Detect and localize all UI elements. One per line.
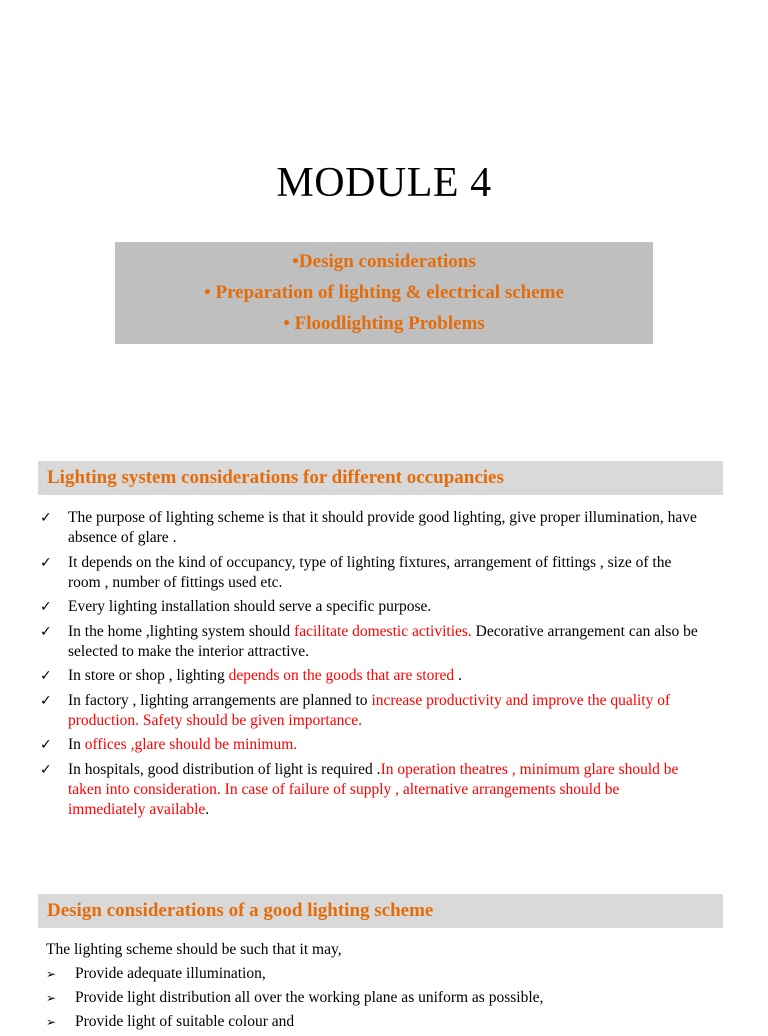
item-text-end: . — [454, 667, 462, 684]
checkmark-icon: ✓ — [40, 599, 52, 615]
item-text: In factory , lighting arrangements are planned to — [68, 691, 372, 709]
checkmark-icon: ✓ — [40, 554, 52, 571]
list-item — [46, 988, 543, 1008]
item-text: Provide light distribution all over the working plane as uniform as possible, — [75, 989, 544, 1006]
list-item — [40, 508, 700, 548]
list-item — [46, 1012, 543, 1032]
checkmark-icon: ✓ — [40, 692, 52, 709]
list-item — [46, 964, 543, 984]
item-highlight: offices ,glare should be minimum. — [84, 736, 298, 753]
topic-item: • Floodlighting Problems — [283, 313, 485, 334]
arrow-bullet-icon: ➢ — [46, 991, 57, 1005]
item-highlight: depends on the goods that are stored — [228, 667, 455, 684]
checkmark-icon: ✓ — [40, 668, 52, 684]
item-text: Provide adequate illumination, — [75, 965, 266, 982]
item-highlight: In operation theatres , minimum glare should be taken into consideration. In case of failure of supply , alternative arrangements should be immediately available — [68, 760, 679, 818]
item-text: Provide light of suitable colour and — [75, 1013, 295, 1030]
item-highlight: increase productivity and improve the quality of production. Safety should be given importance. — [68, 691, 671, 729]
design-considerations-list — [46, 964, 543, 1036]
arrow-bullet-icon: ➢ — [46, 967, 57, 981]
design-intro-text: The lighting scheme should be such that it may, — [46, 941, 342, 958]
topic-item: • Preparation of lighting & electrical scheme — [204, 282, 564, 303]
checkmark-icon: ✓ — [40, 623, 52, 640]
list-item — [40, 597, 700, 617]
topic-item: •Design considerations — [292, 251, 476, 272]
item-text-end: . — [205, 800, 210, 818]
item-text: In hospitals, good distribution of light is required . — [68, 760, 381, 778]
page-title: MODULE 4 — [276, 160, 492, 206]
item-text: In store or shop , lighting — [68, 667, 229, 684]
item-text: The purpose of lighting scheme is that it should provide good lighting, give proper illumination, have absence of glare . — [68, 509, 697, 546]
section-heading-occupancies: Lighting system considerations for different occupancies — [38, 461, 723, 495]
arrow-bullet-icon: ➢ — [46, 1015, 57, 1029]
checkmark-icon: ✓ — [40, 737, 52, 753]
item-text: In the home ,lighting system should — [68, 622, 295, 640]
checkmark-icon: ✓ — [40, 510, 52, 526]
occupancy-considerations-list — [40, 508, 700, 824]
topics-box — [115, 242, 653, 344]
section-heading-design: Design considerations of a good lighting scheme — [38, 894, 723, 928]
list-item — [40, 691, 700, 731]
list-item — [40, 760, 700, 820]
list-item — [40, 666, 700, 686]
list-item — [40, 553, 700, 593]
checkmark-icon: ✓ — [40, 761, 52, 778]
item-text: It depends on the kind of occupancy, type of lighting fixtures, arrangement of fittings , size of the room , number of fittings used etc. — [68, 553, 672, 591]
list-item — [40, 735, 700, 755]
list-item — [40, 622, 700, 662]
item-text: Every lighting installation should serve a specific purpose. — [68, 598, 432, 615]
item-text: In — [68, 736, 85, 753]
item-highlight: facilitate domestic activities. — [294, 622, 472, 640]
item-text-end: Decorative arrangement can also be selected to make the interior attractive. — [68, 622, 698, 660]
